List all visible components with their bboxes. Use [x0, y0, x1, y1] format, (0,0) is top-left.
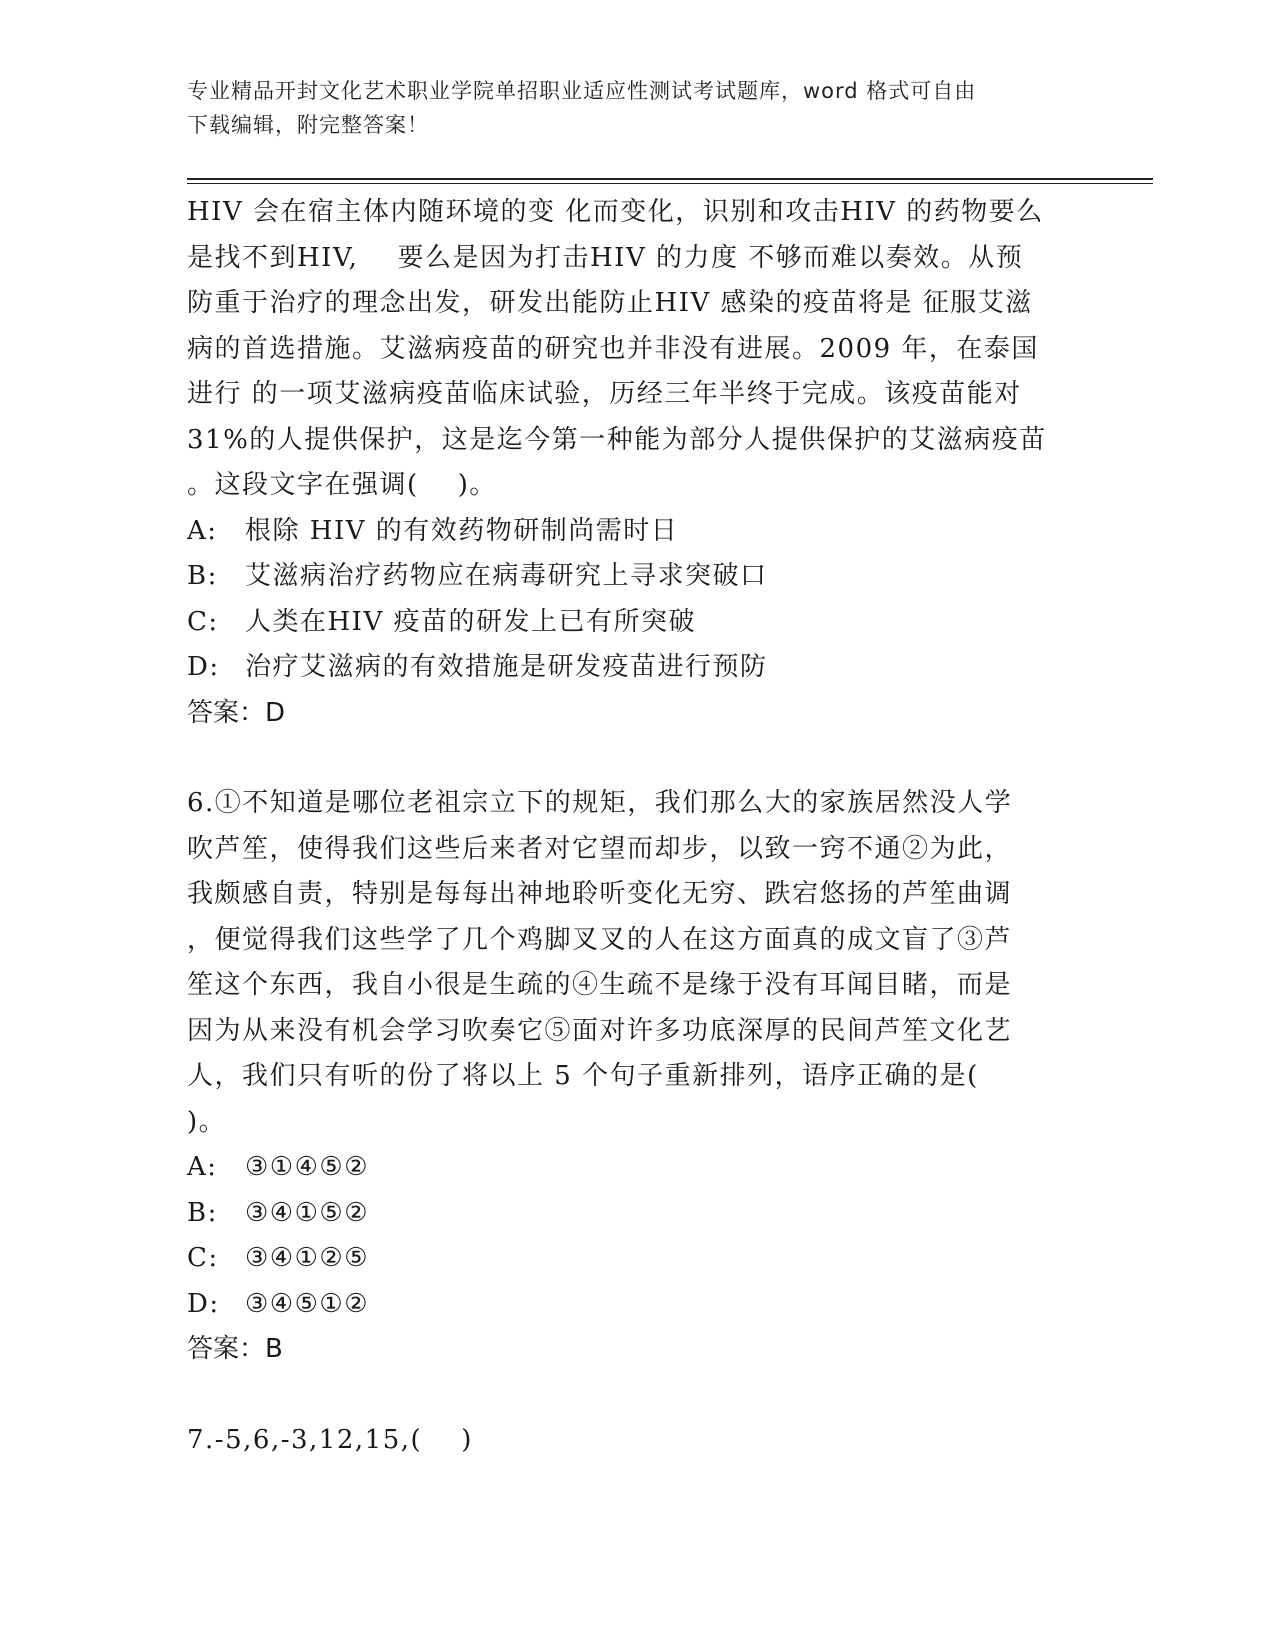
option-text: 艾滋病治疗药物应在病毒研究上寻求突破口 — [245, 561, 768, 591]
option-text: ③④①⑤② — [245, 1197, 370, 1228]
q6-answer: 答案：B — [187, 1334, 283, 1364]
q5-stem-line: HIV 会在宿主体内随环境的变 化而变化，识别和攻击HIV 的药物要么 — [187, 197, 1044, 227]
question-7 — [187, 1418, 1087, 1464]
option-text: ③①④⑤② — [245, 1152, 370, 1182]
option-text: 治疗艾滋病的有效措施是研发疫苗进行预防 — [245, 652, 768, 682]
q6-stem-line: )。 — [187, 1106, 227, 1137]
header-line-1: 专业精品开封文化艺术职业学院单招职业适应性测试考试题库，word 格式可自由 — [187, 79, 977, 103]
q5-stem-line: 防重于治疗的理念出发，研发出能防止HIV 感染的疫苗将是 征服艾滋 — [187, 288, 1033, 318]
q5-stem-line: 是找不到HIV, 要么是因为打击HIV 的力度 不够而难以奏效。从预 — [187, 242, 1024, 273]
q6-stem-line: 我颇感自责，特别是每每出神地聆听变化无穷、跌宕悠扬的芦笙曲调 — [187, 879, 1013, 909]
option-letter: B: — [187, 561, 218, 591]
option-text: 人类在HIV 疫苗的研发上已有所突破 — [245, 606, 696, 637]
q5-option-a — [187, 509, 1087, 555]
q6-option-b — [187, 1191, 1087, 1237]
page-header — [187, 74, 1067, 142]
q6-option-a — [187, 1145, 1087, 1191]
option-letter: C: — [187, 606, 219, 637]
question-5 — [187, 190, 1087, 736]
q5-option-c — [187, 600, 1087, 646]
option-text: 根除 HIV 的有效药物研制尚需时日 — [245, 515, 679, 546]
option-letter: A: — [187, 515, 218, 546]
option-letter: B: — [187, 1197, 218, 1228]
q5-stem-line: 进行 的一项艾滋病疫苗临床试验，历经三年半终于完成。该疫苗能对 — [187, 379, 1022, 409]
q6-option-d — [187, 1282, 1087, 1328]
option-letter: A: — [187, 1152, 218, 1182]
option-letter: D: — [187, 1288, 220, 1319]
spacer — [187, 1373, 1087, 1418]
q5-option-b — [187, 554, 1087, 600]
header-line-2: 下载编辑，附完整答案！ — [187, 113, 429, 137]
question-content — [187, 190, 1087, 1463]
q6-stem-line: 6.①不知道是哪位老祖宗立下的规矩，我们那么大的家族居然没人学 — [187, 788, 1013, 818]
header-rule-thick — [187, 178, 1153, 180]
q5-stem-line: 31%的人提供保护，这是迄今第一种能为部分人提供保护的艾滋病疫苗 — [187, 424, 1047, 455]
q6-stem-line: 人，我们只有听的份了将以上 5 个句子重新排列，语序正确的是( — [187, 1061, 979, 1091]
q5-answer: 答案：D — [187, 697, 286, 728]
option-letter: C: — [187, 1243, 219, 1273]
q6-option-c — [187, 1236, 1087, 1282]
question-6 — [187, 781, 1087, 1373]
option-text: ③④①②⑤ — [245, 1243, 370, 1273]
spacer — [187, 736, 1087, 781]
q6-stem-line: 笙这个东西，我自小很是生疏的④生疏不是缘于没有耳闻目睹，而是 — [187, 970, 1013, 1000]
q6-stem-line: 因为从来没有机会学习吹奏它⑤面对许多功底深厚的民间芦笙文化艺 — [187, 1015, 1013, 1046]
q5-stem-line: 病的首选措施。艾滋病疫苗的研究也并非没有进展。2009 年，在泰国 — [187, 333, 1039, 364]
q7-stem-line: 7.-5,6,-3,12,15,( ) — [187, 1424, 473, 1455]
header-rule-thin — [187, 183, 1153, 184]
option-text: ③④⑤①② — [245, 1288, 370, 1319]
q6-stem-line: 吹芦笙，使得我们这些后来者对它望而却步，以致一窍不通②为此， — [187, 833, 1013, 864]
q5-stem-line: 。这段文字在强调( )。 — [187, 470, 497, 500]
q6-stem-line: ，便觉得我们这些学了几个鸡脚叉叉的人在这方面真的成文盲了③芦 — [187, 924, 1013, 955]
option-letter: D: — [187, 652, 220, 682]
q5-option-d — [187, 645, 1087, 691]
